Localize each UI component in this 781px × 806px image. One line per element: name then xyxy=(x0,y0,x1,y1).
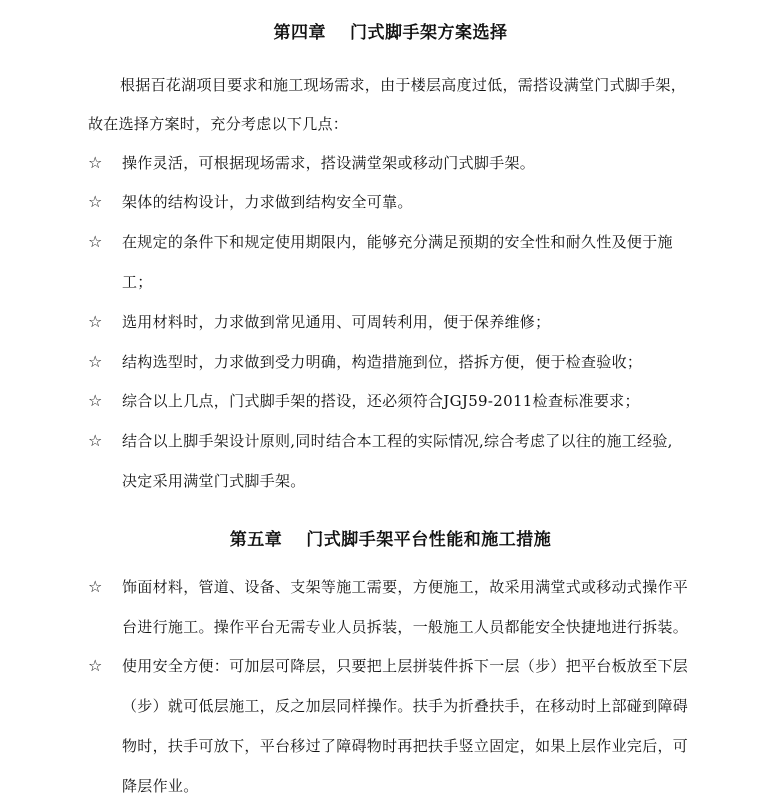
list-item-text: 结合以上脚手架设计原则,同时结合本工程的实际情况,综合考虑了以往的施工经验, xyxy=(122,432,673,450)
list-item-text: 工； xyxy=(122,273,153,291)
star-bullet-icon: ☆ xyxy=(88,232,103,251)
star-bullet-icon: ☆ xyxy=(88,656,103,675)
star-bullet-icon: ☆ xyxy=(88,153,103,172)
list-item-text: 决定采用满堂门式脚手架。 xyxy=(122,472,306,490)
list-item-text: （步）就可低层施工，反之加层同样操作。扶手为折叠扶手，在移动时上部碰到障碍 xyxy=(122,697,689,715)
star-bullet-icon: ☆ xyxy=(88,577,103,596)
intro-line-1: 根据百花湖项目要求和施工现场需求，由于楼层高度过低，需搭设满堂门式脚手架， xyxy=(120,76,687,94)
list-item-text: 使用安全方便：可加层可降层，只要把上层拼装件拆下一层（步）把平台板放至下层 xyxy=(122,657,689,675)
list-item-text: 物时，扶手可放下，平台移过了障碍物时再把扶手竖立固定，如果上层作业完后，可 xyxy=(122,737,689,755)
star-bullet-icon: ☆ xyxy=(88,431,103,450)
list-item-text: 饰面材料，管道、设备、支架等施工需要，方便施工，故采用满堂式或移动式操作平 xyxy=(122,578,689,596)
list-item-text: 台进行施工。操作平台无需专业人员拆装，一般施工人员都能安全快捷地进行拆装。 xyxy=(122,618,689,636)
star-bullet-icon: ☆ xyxy=(88,192,103,211)
star-bullet-icon: ☆ xyxy=(88,312,103,331)
star-bullet-icon: ☆ xyxy=(88,391,103,410)
chapter-5-title: 第五章 门式脚手架平台性能和施工措施 xyxy=(229,530,552,550)
list-item-text: 在规定的条件下和规定使用期限内，能够充分满足预期的安全性和耐久性及便于施 xyxy=(122,233,673,251)
intro-line-2: 故在选择方案时，充分考虑以下几点： xyxy=(88,115,349,133)
list-item-text: 结构选型时，力求做到受力明确，构造措施到位，搭拆方便，便于检查验收； xyxy=(122,353,643,371)
list-item-text: 综合以上几点，门式脚手架的搭设，还必须符合JGJ59-2011检查标准要求； xyxy=(122,392,640,410)
star-bullet-icon: ☆ xyxy=(88,352,103,371)
list-item-text: 选用材料时，力求做到常见通用、可周转利用，便于保养维修； xyxy=(122,313,551,331)
list-item-text: 操作灵活，可根据现场需求，搭设满堂架或移动门式脚手架。 xyxy=(122,154,536,172)
list-item-text: 架体的结构设计，力求做到结构安全可靠。 xyxy=(122,193,413,211)
list-item-text: 降层作业。 xyxy=(122,777,199,795)
chapter-4-title: 第四章 门式脚手架方案选择 xyxy=(273,23,508,43)
